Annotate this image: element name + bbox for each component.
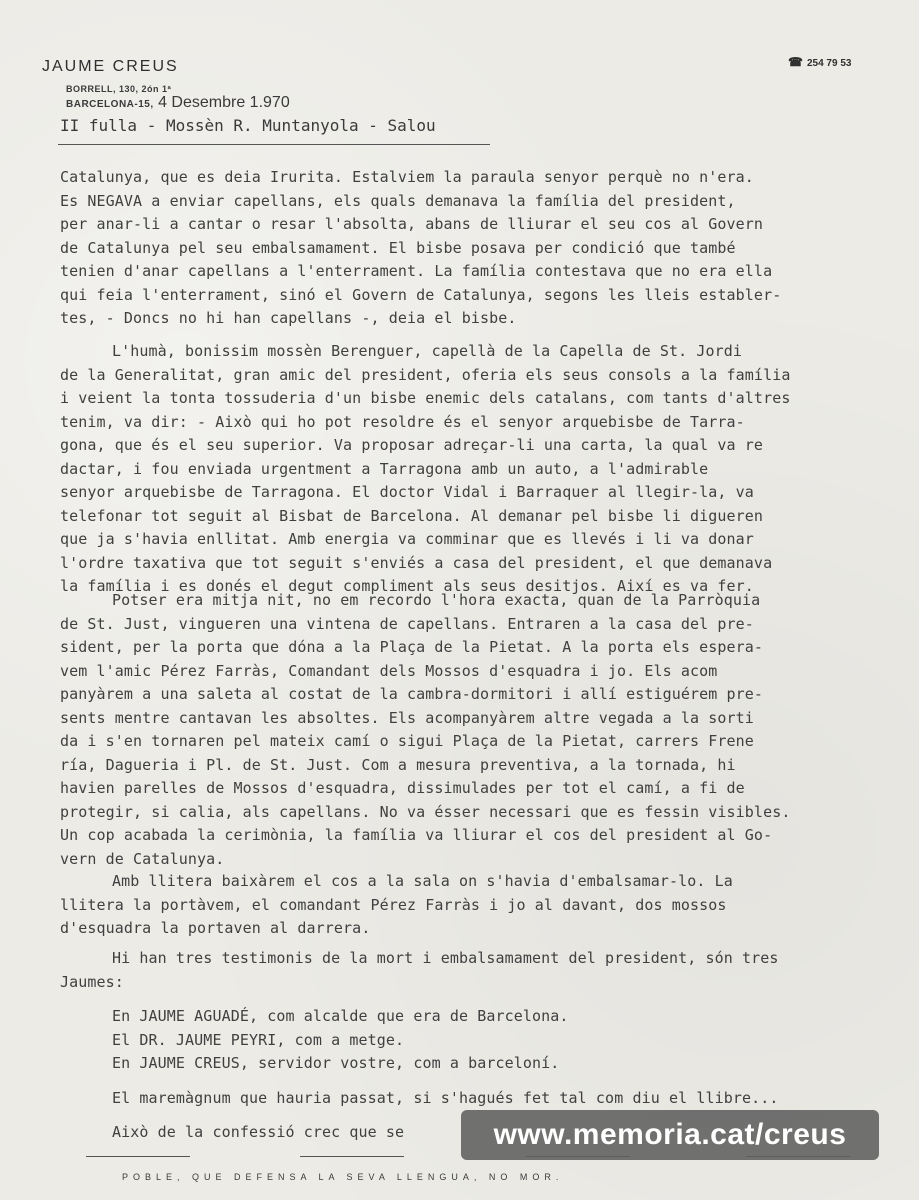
text-line: qui feia l'enterrament, sinó el Govern de Catalunya, segons les lleis establer- bbox=[60, 285, 782, 304]
paragraph-5 bbox=[60, 947, 910, 994]
website-watermark: www.memoria.cat/creus bbox=[461, 1110, 879, 1160]
text-line: L'humà, bonissim mossèn Berenguer, capellà de la Capella de St. Jordi bbox=[112, 342, 743, 360]
text-line: Un cop acabada la cerimònia, la família va lliurar el cos del president al Go- bbox=[60, 826, 773, 844]
text-line: Jaumes: bbox=[60, 972, 124, 991]
phone-number: 254 79 53 bbox=[806, 58, 852, 69]
text-line: sents mentre cantavan les absoltes. Els acompanyàrem altre vegada a la sorti bbox=[60, 708, 754, 727]
witness-item: El DR. JAUME PEYRI, com a metge. bbox=[112, 1030, 405, 1049]
text-line: tenim, va dir: - Això qui ho pot resoldre és el senyor arquebisbe de Tarra- bbox=[60, 412, 745, 431]
text-line: de la Generalitat, gran amic del president, oferia els seus consols a la família bbox=[60, 365, 791, 384]
telephone-icon: ☎ bbox=[788, 55, 803, 69]
text-line: d'esquadra la portaven al darrera. bbox=[60, 919, 371, 937]
paragraph-2 bbox=[60, 340, 910, 599]
text-line: gona, que és el seu superior. Va proposar adreçar-li una carta, la qual va re bbox=[60, 436, 764, 454]
text-line: tenien d'anar capellans a l'enterrament. La família contestava que no era ella bbox=[60, 262, 773, 280]
text-line: vern de Catalunya. bbox=[60, 849, 225, 868]
witness-list bbox=[60, 1005, 910, 1076]
text-line: Es NEGAVA a enviar capellans, els quals demanava la família del president, bbox=[60, 191, 736, 210]
text-line: de Catalunya pel seu embalsamament. El bisbe posava per condició que també bbox=[60, 238, 736, 257]
text-line: Hi han tres testimonis de la mort i embalsamament del president, són tres bbox=[112, 949, 779, 967]
text-line: Això de la confessió crec que se bbox=[112, 1123, 405, 1141]
text-line: vem l'amic Pérez Farràs, Comandant dels Mossos d'esquadra i jo. Els acom bbox=[60, 661, 718, 680]
paragraph-3 bbox=[60, 589, 910, 871]
witness-item: En JAUME AGUADÉ, com alcalde que era de Barcelona. bbox=[112, 1007, 569, 1025]
text-line: sident, per la porta que dóna a la Plaça de la Pietat. A la porta els espera- bbox=[60, 638, 764, 656]
text-line: la família i es donés el degut compliment als seus desitjos. Així es va fer. bbox=[60, 577, 754, 595]
text-line: per anar-li a cantar o resar l'absolta, abans de lliurar el seu cos al Govern bbox=[60, 215, 764, 233]
witness-item: En JAUME CREUS, servidor vostre, com a barceloní. bbox=[112, 1054, 560, 1072]
city-date-line bbox=[66, 94, 290, 112]
text-line: Potser era mitja nit, no em recordo l'hora exacta, quan de la Parròquia bbox=[112, 591, 761, 609]
text-line: l'ordre taxativa que tot seguit s'enviés a casa del president, el que demanava bbox=[60, 553, 773, 572]
footer-rule bbox=[86, 1156, 190, 1157]
text-line: llitera la portàvem, el comandant Pérez Farràs i jo al davant, dos mossos bbox=[60, 895, 727, 914]
paragraph-4 bbox=[60, 870, 910, 941]
letterhead-phone bbox=[788, 55, 851, 69]
folio-line: II fulla - Mossèn R. Muntanyola - Salou bbox=[60, 116, 436, 135]
text-line: da i s'en tornaren pel mateix camí o sigui Plaça de la Pietat, carrers Frene bbox=[60, 732, 754, 750]
paragraph-1 bbox=[60, 166, 910, 331]
letterhead-address: BORRELL, 130, 2ón 1ª bbox=[66, 84, 172, 94]
text-line: de St. Just, vingueren una vintena de capellans. Entraren a la casa del pre- bbox=[60, 614, 754, 633]
text-line: telefonar tot seguit al Bisbat de Barcelona. Al demanar pel bisbe li digueren bbox=[60, 506, 764, 525]
footer-motto: POBLE, QUE DEFENSA LA SEVA LLENGUA, NO MOR. bbox=[122, 1172, 564, 1182]
text-line: senyor arquebisbe de Tarragona. El doctor Vidal i Barraquer al llegir-la, va bbox=[60, 483, 754, 501]
text-line: El maremàgnum que hauria passat, si s'hagués fet tal com diu el llibre... bbox=[112, 1089, 779, 1107]
text-line: panyàrem a una saleta al costat de la cambra-dormitori i allí estiguérem pre- bbox=[60, 685, 764, 703]
letter-date: 4 Desembre 1.970 bbox=[158, 94, 290, 111]
letterhead-name: JAUME CREUS bbox=[42, 58, 179, 75]
text-line: Amb llitera baixàrem el cos a la sala on s'havia d'embalsamar-lo. La bbox=[112, 872, 733, 890]
text-line: protegir, si calia, als capellans. No va ésser necessari que es fessin visibles. bbox=[60, 802, 791, 821]
letterhead-city: BARCELONA-15, bbox=[66, 99, 154, 110]
text-line: que ja s'havia enllitat. Amb energia va comminar que es llevés i li va donar bbox=[60, 530, 754, 548]
text-line: havien parelles de Mossos d'esquadra, dissimulades per tot el camí, a fi de bbox=[60, 779, 745, 797]
footer-rule bbox=[300, 1156, 404, 1157]
header-rule bbox=[58, 144, 490, 145]
closing-line-1 bbox=[60, 1087, 910, 1111]
text-line: i veient la tonta tossuderia d'un bisbe enemic dels catalans, com tants d'altres bbox=[60, 389, 791, 407]
text-line: Catalunya, que es deia Irurita. Estalviem la paraula senyor perquè no n'era. bbox=[60, 168, 754, 186]
text-line: ría, Dagueria i Pl. de St. Just. Com a mesura preventiva, a la tornada, hi bbox=[60, 755, 736, 774]
text-line: tes, - Doncs no hi han capellans -, deia el bisbe. bbox=[60, 309, 517, 327]
text-line: dactar, i fou enviada urgentment a Tarragona amb un auto, a l'admirable bbox=[60, 459, 709, 478]
